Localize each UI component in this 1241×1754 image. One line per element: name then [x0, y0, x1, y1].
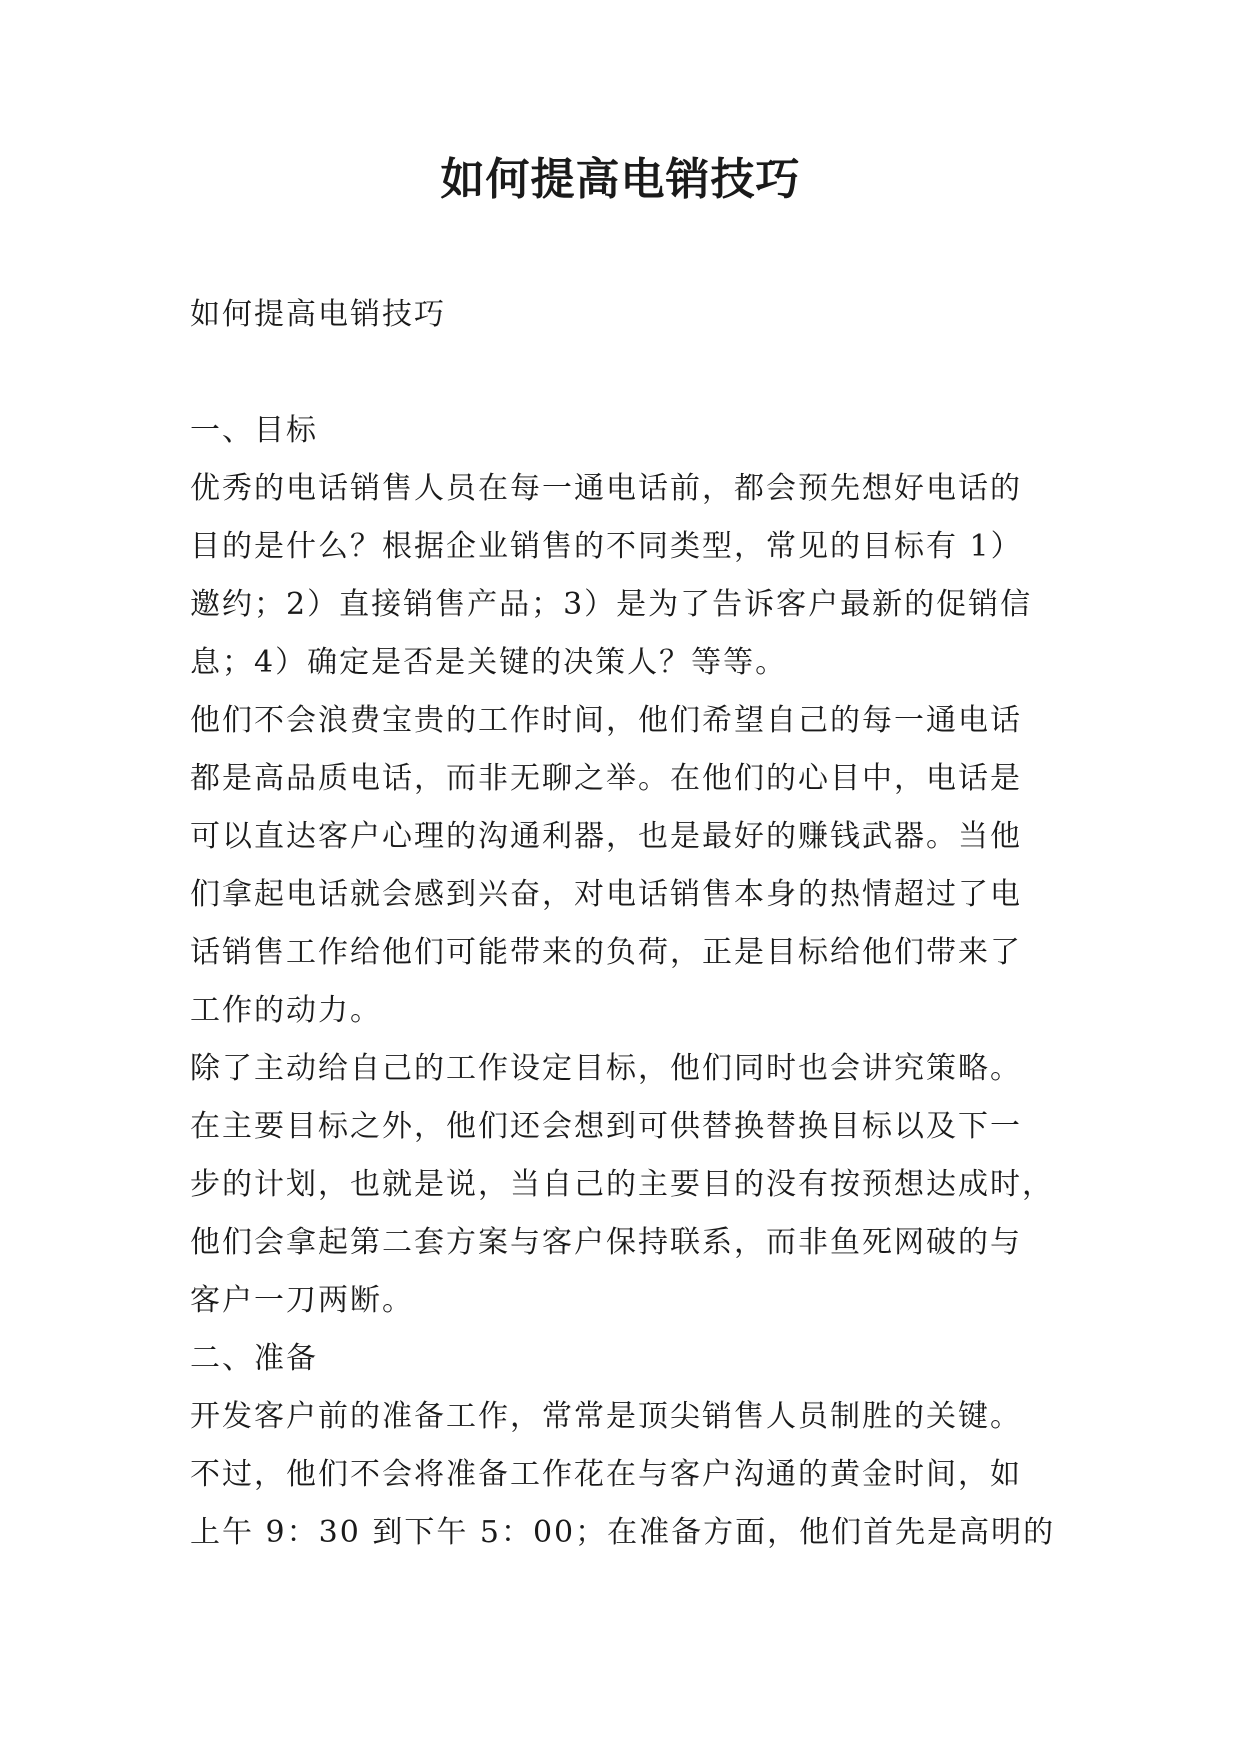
paragraph-line: 上午 9：30 到下午 5：00；在准备方面，他们首先是高明的 [190, 1515, 1056, 1550]
paragraph-line: 邀约；2）直接销售产品；3）是为了告诉客户最新的促销信 [190, 587, 1033, 622]
paragraph-line: 目的是什么？根据企业销售的不同类型，常见的目标有 1） [190, 529, 1023, 564]
paragraph-line: 工作的动力。 [190, 993, 382, 1028]
paragraph-line: 不过，他们不会将准备工作花在与客户沟通的黄金时间，如 [190, 1457, 1022, 1492]
paragraph-line: 开发客户前的准备工作，常常是顶尖销售人员制胜的关键。 [190, 1399, 1022, 1434]
paragraph-line: 他们不会浪费宝贵的工作时间，他们希望自己的每一通电话 [190, 703, 1022, 738]
paragraph-line: 都是高品质电话，而非无聊之举。在他们的心目中，电话是 [190, 761, 1022, 796]
document-subtitle: 如何提高电销技巧 [190, 297, 446, 332]
paragraph-line: 他们会拿起第二套方案与客户保持联系，而非鱼死网破的与 [190, 1225, 1022, 1260]
document-body [190, 286, 1060, 1562]
paragraph-line: 们拿起电话就会感到兴奋，对电话销售本身的热情超过了电 [190, 877, 1022, 912]
paragraph-line: 可以直达客户心理的沟通利器，也是最好的赚钱武器。当他 [190, 819, 1022, 854]
blank-line [190, 344, 1060, 402]
paragraph-line: 步的计划，也就是说，当自己的主要目的没有按预想达成时， [190, 1167, 1054, 1202]
paragraph-line: 话销售工作给他们可能带来的负荷，正是目标给他们带来了 [190, 935, 1022, 970]
paragraph-line: 除了主动给自己的工作设定目标，他们同时也会讲究策略。 [190, 1051, 1022, 1086]
paragraph-line: 息；4）确定是否是关键的决策人？等等。 [190, 645, 788, 680]
section-heading-goal: 一、目标 [190, 413, 318, 448]
paragraph-line: 客户一刀两断。 [190, 1283, 414, 1318]
paragraph-line: 在主要目标之外，他们还会想到可供替换替换目标以及下一 [190, 1109, 1022, 1144]
paragraph-line: 优秀的电话销售人员在每一通电话前，都会预先想好电话的 [190, 471, 1022, 506]
section-heading-preparation: 二、准备 [190, 1341, 318, 1376]
document-title: 如何提高电销技巧 [440, 154, 801, 205]
